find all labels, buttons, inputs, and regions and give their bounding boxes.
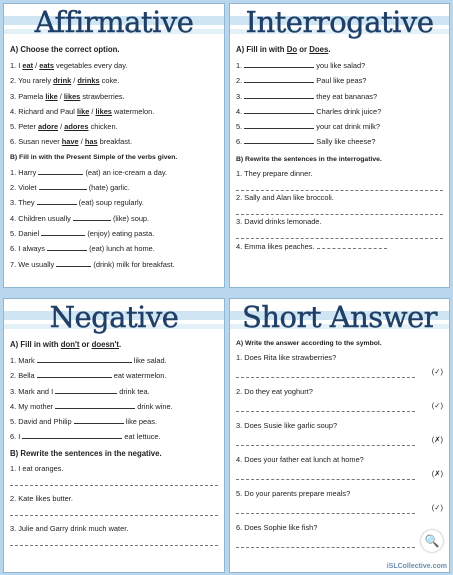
list-item: 6. Does Sophie like fish? (236, 523, 318, 532)
affirmative-title: Affirmative (34, 5, 194, 39)
choice-option[interactable]: eat (22, 61, 34, 70)
short-answer-section: A) Write the answer according to the symbol. (236, 340, 382, 347)
list-item: 5. David and Philip like peas. (10, 417, 158, 427)
answer-line[interactable] (236, 433, 443, 446)
affirmative-panel (3, 3, 225, 288)
answer-blank[interactable] (22, 430, 122, 439)
answer-blank[interactable] (37, 196, 77, 205)
answer-blank[interactable] (244, 90, 314, 99)
list-item: 3. they eat bananas? (236, 91, 378, 101)
choice-option[interactable]: has (84, 137, 98, 147)
list-item: 1. I eat oranges. (10, 463, 64, 473)
list-item: 2. Bella eat watermelon. (10, 371, 167, 381)
answer-line[interactable] (236, 501, 443, 514)
affirmative-section-a: A) Choose the correct option. (10, 45, 120, 54)
answer-symbol: (✓) (431, 367, 443, 376)
answer-symbol: (✓) (431, 401, 443, 410)
negative-panel (3, 298, 225, 573)
answer-blank[interactable] (55, 400, 135, 409)
watermark: iSLCollective.com (386, 563, 447, 570)
negative-section-a: A) Fill in with don't or doesn't. (10, 340, 122, 349)
list-item: 4. Does your father eat lunch at home? (236, 455, 364, 464)
interrogative-title-bar (230, 4, 449, 40)
list-item: 3. Mark and I drink tea. (10, 386, 150, 396)
list-item: 2. You rarely drink / drinks coke. (10, 76, 120, 86)
answer-blank[interactable] (39, 181, 87, 190)
list-item: 4. Charles drink juice? (236, 106, 382, 116)
answer-line[interactable] (236, 204, 443, 215)
negative-title: Negative (49, 300, 179, 334)
short-answer-title-bar (230, 299, 449, 335)
answer-line[interactable] (236, 180, 443, 191)
answer-blank[interactable] (74, 415, 124, 424)
answer-blank[interactable] (244, 105, 314, 114)
list-item: 5. your cat drink milk? (236, 122, 380, 132)
list-item: 2. Sally and Alan like broccoli. (236, 192, 334, 202)
answer-blank[interactable] (244, 74, 314, 83)
list-item: 3. Julie and Garry drink much water. (10, 523, 129, 533)
answer-blank[interactable] (56, 258, 91, 267)
answer-line[interactable] (236, 467, 443, 480)
interrogative-title: Interrogative (245, 5, 434, 39)
answer-line[interactable] (10, 535, 218, 546)
choice-option[interactable]: likes (95, 106, 112, 116)
choice-option[interactable]: drink (53, 76, 72, 86)
list-item: 6. I always (eat) lunch at home. (10, 244, 155, 254)
answer-blank[interactable] (37, 354, 132, 363)
answer-blank[interactable] (244, 59, 314, 68)
list-item: 3. They (eat) soup regularly. (10, 198, 144, 208)
list-item: 7. We usually (drink) milk for breakfast. (10, 259, 175, 269)
choice-option[interactable]: drinks (77, 76, 100, 86)
affirmative-title-bar (4, 4, 224, 40)
list-item: 1. They prepare dinner. (236, 168, 313, 178)
answer-blank[interactable] (47, 242, 87, 251)
answer-blank[interactable] (317, 240, 387, 249)
answer-symbol: (✗) (431, 435, 443, 444)
short-answer-title: Short Answer (241, 300, 438, 334)
choice-option[interactable]: adore (37, 122, 59, 132)
choice-option[interactable]: like (76, 106, 90, 116)
list-item: 6. I eat lettuce. (10, 432, 161, 442)
list-item: 1. Harry (eat) an ice-cream a day. (10, 167, 168, 177)
answer-blank[interactable] (244, 135, 314, 144)
answer-blank[interactable] (38, 166, 83, 175)
answer-line[interactable] (236, 399, 443, 412)
list-item: 3. Pamela like / likes strawberries. (10, 91, 125, 101)
answer-line[interactable] (10, 475, 218, 486)
short-answer-panel (229, 298, 450, 573)
interrogative-panel (229, 3, 450, 288)
negative-section-b: B) Rewrite the sentences in the negative. (10, 448, 162, 458)
interrogative-section-b: B) Rewrite the sentences in the interrogative. (236, 155, 382, 163)
choice-option[interactable]: eats (39, 61, 54, 70)
list-item: 5. Daniel (enjoy) eating pasta. (10, 228, 155, 238)
list-item: 4. Children usually (like) soup. (10, 213, 150, 223)
list-item: 2. Paul like peas? (236, 76, 367, 86)
answer-line[interactable] (236, 365, 443, 378)
answer-line[interactable] (236, 228, 443, 239)
list-item: 3. David drinks lemonade. (236, 216, 322, 226)
list-item: 1. Mark like salad. (10, 356, 167, 365)
list-item: 6. Sally like cheese? (236, 137, 376, 147)
choice-option[interactable]: like (45, 91, 58, 101)
zoom-icon[interactable]: 🔍 (421, 530, 443, 552)
choice-option[interactable]: have (61, 137, 79, 147)
affirmative-section-b: B) Fill in with the Present Simple of the verbs given. (10, 153, 178, 161)
answer-line[interactable] (236, 535, 415, 548)
answer-line[interactable] (10, 505, 218, 516)
answer-blank[interactable] (55, 385, 117, 394)
list-item: 1. Does Rita like strawberries? (236, 353, 337, 362)
answer-symbol: (✓) (431, 503, 443, 512)
answer-blank[interactable] (37, 369, 112, 378)
negative-title-bar (4, 299, 224, 335)
list-item: 4. Richard and Paul like / likes watermelon. (10, 106, 155, 116)
list-item: 2. Do they eat yoghurt? (236, 387, 313, 396)
answer-blank[interactable] (73, 212, 111, 221)
choice-option[interactable]: likes (63, 91, 81, 101)
list-item: 4. Emma likes peaches. (236, 239, 443, 254)
list-item: 5. Do your parents prepare meals? (236, 489, 351, 498)
list-item: 2. Violet (hate) garlic. (10, 183, 130, 193)
list-item: 1. I eat / eats vegetables every day. (10, 61, 128, 70)
list-item: 4. My mother drink wine. (10, 401, 173, 411)
answer-blank[interactable] (41, 227, 85, 236)
list-item: 5. Peter adore / adores chicken. (10, 122, 118, 132)
list-item: 6. Susan never have / has breakfast. (10, 137, 133, 147)
choice-option[interactable]: adores (64, 122, 89, 132)
answer-symbol: (✗) (431, 469, 443, 478)
interrogative-section-a: A) Fill in with Do or Does. (236, 45, 331, 54)
list-item: 1. you like salad? (236, 61, 366, 70)
list-item: 2. Kate likes butter. (10, 493, 73, 503)
list-item: 3. Does Susie like garlic soup? (236, 421, 338, 430)
answer-blank[interactable] (244, 120, 314, 129)
